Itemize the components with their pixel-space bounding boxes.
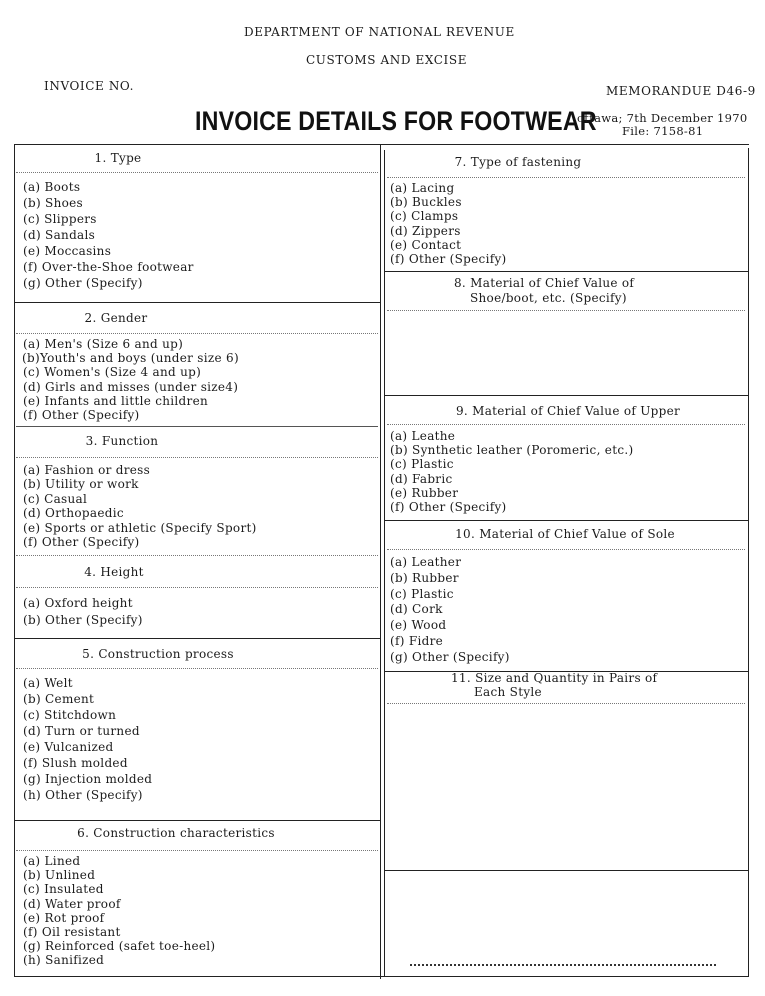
option-item[interactable]: (f) Other (Specify) bbox=[23, 408, 140, 423]
option-item[interactable]: (d) Water proof bbox=[23, 896, 121, 911]
place-date: ottawa; 7th December 1970 bbox=[577, 111, 748, 125]
option-list bbox=[23, 854, 215, 968]
section-title: 4. Height bbox=[84, 565, 144, 579]
frame-divider bbox=[380, 144, 381, 979]
option-list bbox=[390, 429, 633, 514]
option-item[interactable]: (a) Leather bbox=[390, 555, 462, 569]
option-item[interactable]: (b) Other (Specify) bbox=[23, 613, 143, 627]
option-item[interactable]: (e) Vulcanized bbox=[23, 740, 114, 754]
option-item[interactable]: (b) Utility or work bbox=[23, 477, 139, 492]
file-number: File: 7158-81 bbox=[622, 124, 704, 138]
branch-name: CUSTOMS AND EXCISE bbox=[306, 53, 468, 67]
option-item[interactable]: (e) Sports or athletic (Specify Sport) bbox=[23, 520, 257, 535]
section-title: 1. Type bbox=[94, 151, 142, 165]
section-title: 7. Type of fastening bbox=[454, 155, 582, 169]
title-rule bbox=[16, 587, 378, 588]
title-rule bbox=[16, 668, 378, 669]
frame-bottom bbox=[14, 976, 749, 977]
option-list bbox=[23, 463, 257, 549]
option-item[interactable]: (f) Other (Specify) bbox=[390, 252, 507, 267]
option-item[interactable]: (h) Sanifized bbox=[23, 953, 105, 968]
section-divider bbox=[14, 820, 380, 821]
title-rule bbox=[387, 549, 745, 550]
section-divider bbox=[384, 271, 748, 272]
option-item[interactable]: (e) Rot proof bbox=[23, 910, 105, 925]
title-rule bbox=[16, 850, 378, 851]
option-item[interactable]: (c) Plastic bbox=[390, 586, 454, 601]
option-item[interactable]: (a) Fashion or dress bbox=[23, 463, 151, 477]
section-divider bbox=[384, 395, 748, 396]
option-item[interactable]: (b)Youth's and boys (under size 6) bbox=[22, 351, 239, 366]
option-item[interactable]: (b) Buckles bbox=[390, 195, 462, 210]
section-title: 9. Material of Chief Value of Upper bbox=[455, 404, 681, 418]
page-title: INVOICE DETAILS FOR FOOTWEAR bbox=[195, 106, 597, 136]
option-item[interactable]: (e) Wood bbox=[390, 618, 447, 633]
option-item[interactable]: (b) Unlined bbox=[23, 868, 96, 883]
option-item[interactable]: (b) Shoes bbox=[23, 196, 83, 210]
material-shoe-entry-area[interactable] bbox=[387, 313, 745, 393]
invoice-no-label: INVOICE NO. bbox=[44, 79, 135, 93]
option-item[interactable]: (b) Rubber bbox=[390, 570, 459, 585]
title-rule bbox=[16, 333, 378, 334]
option-item[interactable]: (c) Slippers bbox=[23, 212, 97, 226]
option-item[interactable]: (c) Women's (Size 4 and up) bbox=[23, 365, 202, 380]
signature-line bbox=[410, 964, 716, 966]
option-item[interactable]: (g) Other (Specify) bbox=[390, 649, 510, 664]
title-rule bbox=[16, 457, 378, 458]
option-item[interactable]: (f) Slush molded bbox=[23, 756, 128, 770]
option-item[interactable]: (b) Synthetic leather (Poromeric, etc.) bbox=[390, 443, 634, 458]
option-item[interactable]: (f) Other (Specify) bbox=[23, 535, 140, 550]
option-item[interactable]: (g) Other (Specify) bbox=[23, 276, 143, 290]
option-list bbox=[390, 555, 510, 666]
section-title: 6. Construction characteristics bbox=[77, 826, 275, 840]
frame-right bbox=[748, 148, 749, 976]
option-list bbox=[23, 337, 239, 422]
section-divider bbox=[16, 426, 378, 427]
option-item[interactable]: (a) Welt bbox=[23, 676, 73, 690]
option-item[interactable]: (a) Men's (Size 6 and up) bbox=[23, 337, 184, 351]
size-quantity-entry-area[interactable] bbox=[387, 706, 745, 866]
option-item[interactable]: (c) Plastic bbox=[390, 457, 454, 472]
option-item[interactable]: (f) Other (Specify) bbox=[390, 500, 507, 515]
option-item[interactable]: (a) Boots bbox=[23, 180, 81, 194]
section-divider bbox=[14, 302, 380, 303]
option-item[interactable]: (c) Insulated bbox=[23, 882, 104, 897]
option-item[interactable]: (a) Lacing bbox=[390, 181, 455, 195]
signature-entry-area[interactable] bbox=[387, 873, 745, 963]
option-list bbox=[23, 595, 143, 629]
section-divider bbox=[14, 638, 380, 639]
frame-divider-inner bbox=[384, 150, 385, 976]
option-item[interactable]: (a) Lined bbox=[23, 854, 81, 868]
frame-left bbox=[14, 144, 15, 976]
title-rule bbox=[387, 177, 745, 178]
section-title-line1: 8. Material of Chief Value of bbox=[454, 276, 635, 290]
title-rule bbox=[16, 172, 378, 173]
option-item[interactable]: (d) Turn or turned bbox=[23, 724, 140, 738]
option-item[interactable]: (a) Leathe bbox=[390, 429, 456, 443]
title-rule bbox=[387, 310, 745, 311]
section-title-line2: Shoe/boot, etc. (Specify) bbox=[470, 291, 627, 305]
memorandum-number: MEMORANDUE D46-9 bbox=[606, 84, 756, 98]
option-list bbox=[23, 675, 152, 803]
option-item[interactable]: (g) Injection molded bbox=[23, 772, 153, 786]
option-item[interactable]: (c) Casual bbox=[23, 491, 88, 506]
option-item[interactable]: (h) Other (Specify) bbox=[23, 788, 143, 802]
section-title: 5. Construction process bbox=[82, 647, 234, 661]
option-item[interactable]: (f) Over-the-Shoe footwear bbox=[23, 260, 194, 274]
section-title: 10. Material of Chief Value of Sole bbox=[455, 527, 675, 541]
option-item[interactable]: (d) Orthopaedic bbox=[23, 506, 124, 521]
option-item[interactable]: (g) Reinforced (safet toe-heel) bbox=[23, 939, 216, 954]
title-rule bbox=[387, 424, 745, 425]
option-item[interactable]: (e) Rubber bbox=[390, 485, 459, 500]
option-item[interactable]: (d) Fabric bbox=[390, 471, 453, 486]
frame-top bbox=[14, 144, 749, 145]
option-item[interactable]: (e) Moccasins bbox=[23, 244, 112, 258]
option-item[interactable]: (c) Stitchdown bbox=[23, 708, 117, 722]
section-title: 3. Function bbox=[85, 434, 159, 448]
option-item[interactable]: (f) Oil resistant bbox=[23, 925, 121, 940]
option-item[interactable]: (d) Sandals bbox=[23, 228, 96, 242]
section-divider bbox=[384, 520, 748, 521]
option-list bbox=[390, 181, 507, 266]
section-title-line1: 11. Size and Quantity in Pairs of bbox=[451, 671, 658, 685]
section-divider bbox=[16, 555, 378, 556]
option-item[interactable]: (c) Clamps bbox=[390, 209, 459, 224]
department-name: DEPARTMENT OF NATIONAL REVENUE bbox=[244, 25, 515, 39]
option-item[interactable]: (e) Contact bbox=[390, 237, 462, 252]
option-item[interactable]: (d) Girls and misses (under size4) bbox=[23, 379, 239, 394]
option-item[interactable]: (f) Fidre bbox=[390, 633, 444, 648]
section-divider bbox=[384, 870, 748, 871]
option-item[interactable]: (e) Infants and little children bbox=[23, 393, 208, 408]
option-list bbox=[23, 179, 194, 291]
option-item[interactable]: (d) Cork bbox=[390, 602, 443, 617]
option-item[interactable]: (d) Zippers bbox=[390, 223, 461, 238]
option-item[interactable]: (b) Cement bbox=[23, 692, 95, 706]
title-rule bbox=[387, 703, 745, 704]
option-item[interactable]: (a) Oxford height bbox=[23, 596, 133, 610]
section-title-line2: Each Style bbox=[474, 685, 542, 699]
section-title: 2. Gender bbox=[84, 311, 148, 325]
